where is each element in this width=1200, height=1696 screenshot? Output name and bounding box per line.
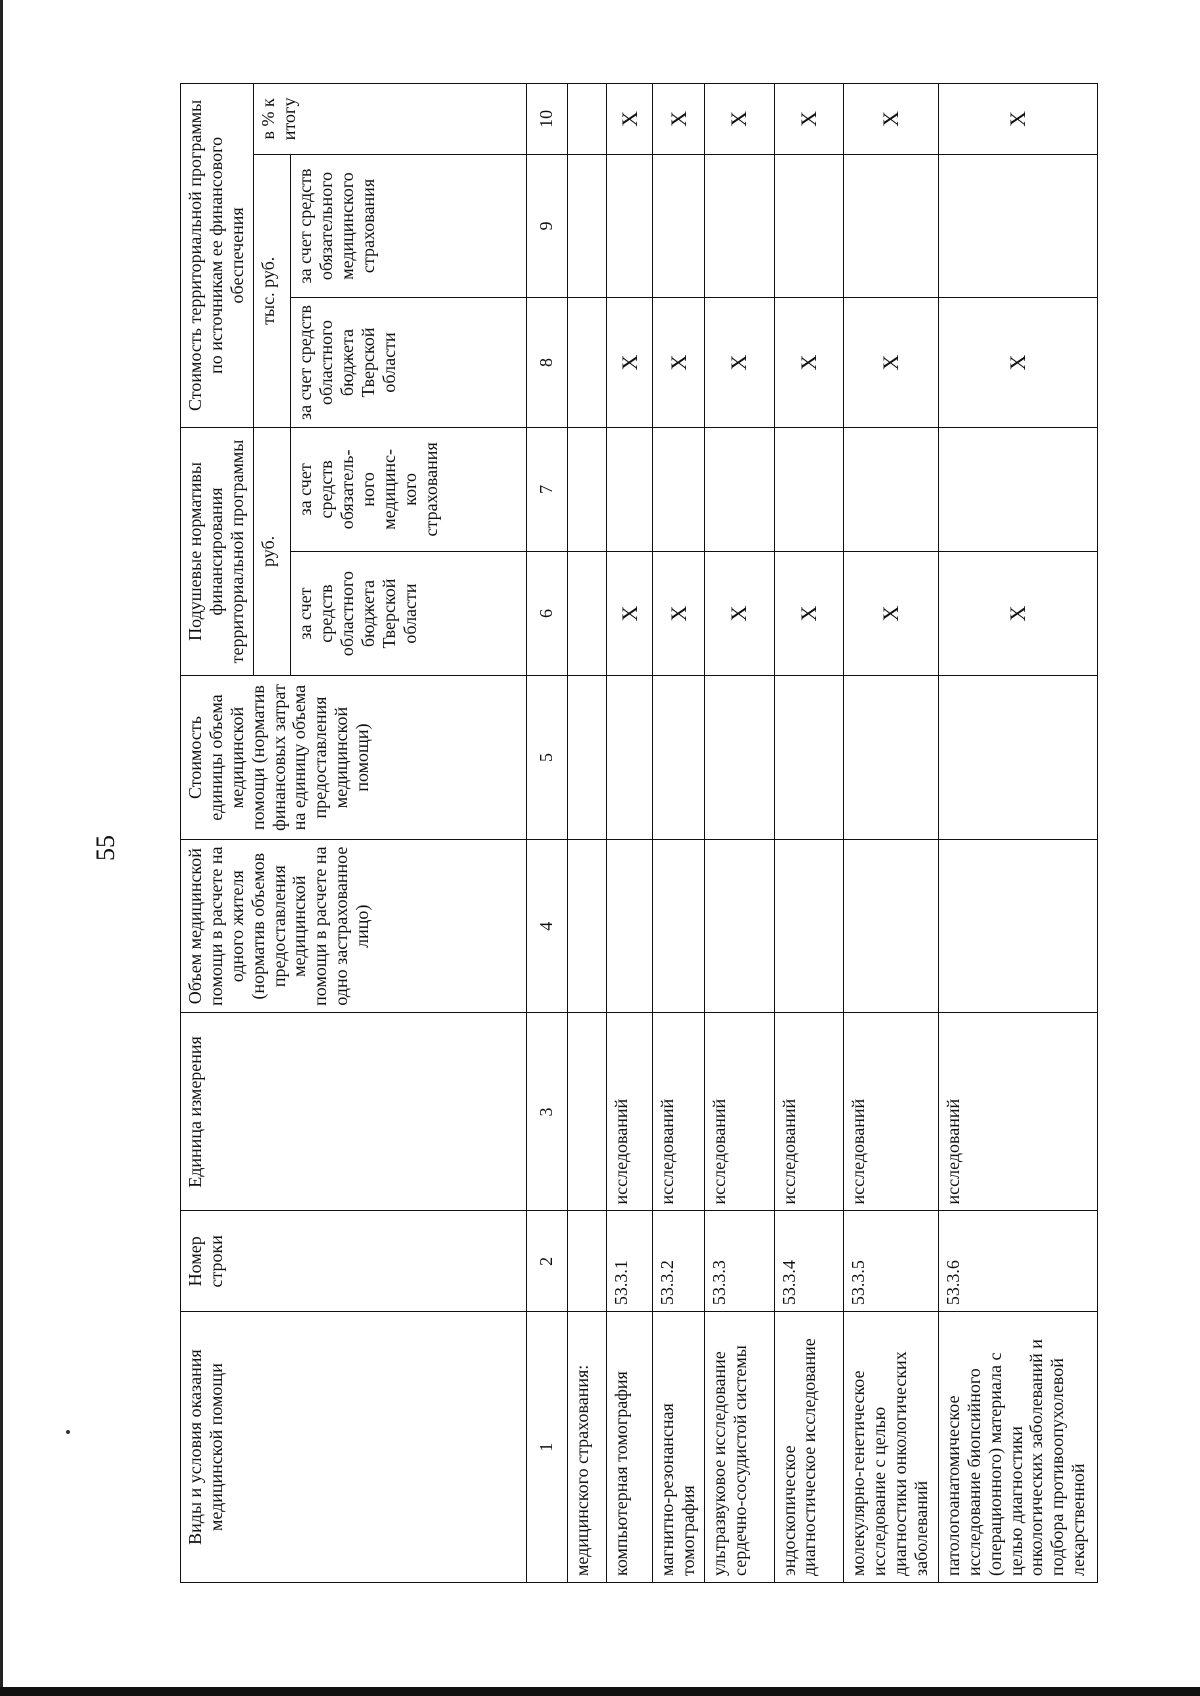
header-cost-regional-budget: за счет средств областного бюджета Тверской области [291, 298, 527, 428]
row-x-mark: X [704, 84, 774, 155]
header-program-cost: Стоимость территориальной программы по источникам ее финансового обеспечения [181, 84, 254, 428]
row-x-mark: X [774, 298, 844, 428]
header-norms-oms: за счет средств обязатель-ного медицинс-кого страхования [291, 427, 527, 551]
row-x-mark: X [938, 84, 1097, 155]
row-name: эндоскопическое диагностическое исследование [774, 1312, 844, 1583]
section-label: медицинского страхования: [567, 1312, 606, 1583]
row-x-mark: X [652, 84, 704, 155]
row-x-mark: X [606, 551, 652, 675]
col-number: 7 [526, 427, 567, 551]
header-norms-regional-budget: за счет средств областного бюджета Тверской области [291, 551, 527, 675]
table-row [774, 84, 844, 1583]
col-number: 3 [526, 1013, 567, 1211]
col-number: 10 [526, 84, 567, 155]
col-number: 8 [526, 298, 567, 428]
section-row [567, 84, 606, 1583]
row-unit: исследований [844, 1013, 939, 1211]
row-x-mark: X [704, 298, 774, 428]
header-norms-unit: руб. [254, 427, 291, 675]
row-unit: исследований [606, 1013, 652, 1211]
row-unit: исследований [652, 1013, 704, 1211]
col-number: 6 [526, 551, 567, 675]
row-line-number: 53.3.2 [652, 1211, 704, 1312]
row-x-mark: X [652, 551, 704, 675]
row-unit: исследований [938, 1013, 1097, 1211]
row-name: молекулярно-генетическое исследование с целью диагностики онкологических заболеваний [844, 1312, 939, 1583]
scan-bottom-edge [0, 1687, 1200, 1696]
row-x-mark: X [774, 84, 844, 155]
row-unit: исследований [704, 1013, 774, 1211]
row-line-number: 53.3.1 [606, 1211, 652, 1312]
scan-speck [66, 1430, 70, 1434]
header-cost-unit: тыс. руб. [254, 154, 291, 427]
expenditure-table [180, 83, 1098, 1583]
row-name: магнитно-резонансная томография [652, 1312, 704, 1583]
header-unit-cost: Стоимость единицы объема медицинской помощи (норматив финансовых затрат на единицу объема предоставления медицинской помощи) [181, 676, 527, 840]
row-x-mark: X [844, 84, 939, 155]
row-line-number: 53.3.5 [844, 1211, 939, 1312]
row-x-mark: X [938, 551, 1097, 675]
header-line-number: Номер строки [181, 1211, 527, 1312]
row-x-mark: X [652, 298, 704, 428]
row-line-number: 53.3.6 [938, 1211, 1097, 1312]
header-cost-oms: за счет средств обязательного медицинского страхования [291, 154, 527, 297]
table-row [938, 84, 1097, 1583]
row-x-mark: X [844, 298, 939, 428]
row-line-number: 53.3.4 [774, 1211, 844, 1312]
row-x-mark: X [704, 551, 774, 675]
table-row [652, 84, 704, 1583]
col-number: 4 [526, 839, 567, 1012]
page-number: 55 [91, 835, 120, 861]
col-number: 1 [526, 1312, 567, 1583]
row-x-mark: X [774, 551, 844, 675]
row-x-mark: X [938, 298, 1097, 428]
col-number: 9 [526, 154, 567, 297]
column-number-row [526, 84, 567, 1583]
row-x-mark: X [606, 298, 652, 428]
row-x-mark: X [844, 551, 939, 675]
row-unit: исследований [774, 1013, 844, 1211]
row-name: ультразвуковое исследование сердечно-сосудистой системы [704, 1312, 774, 1583]
row-line-number: 53.3.3 [704, 1211, 774, 1312]
header-per-capita-norms: Подушевые нормативы финансирования территориальной программы [181, 427, 254, 675]
header-unit: Единица измерения [181, 1013, 527, 1211]
row-x-mark: X [606, 84, 652, 155]
header-percent-total: в % к итогу [254, 84, 527, 155]
col-number: 5 [526, 676, 567, 840]
rotated-page-content [180, 83, 1098, 1583]
table-row [844, 84, 939, 1583]
table-row [704, 84, 774, 1583]
col-number: 2 [526, 1211, 567, 1312]
header-volume: Объем медицинской помощи в расчете на одного жителя (норматив объемов предоставления медицинской помощи в расчете на одно застрахованное лицо) [181, 839, 527, 1012]
header-kinds: Виды и условия оказания медицинской помощи [181, 1312, 527, 1583]
row-name: патологоанатомическое исследование биопсийного (операционного) материала с целью диагностики онкологических заболеваний и подбора противоопухолевой лекарственной [938, 1312, 1097, 1583]
row-name: компьютерная томография [606, 1312, 652, 1583]
table-row [606, 84, 652, 1583]
scan-left-edge [0, 0, 3, 1696]
